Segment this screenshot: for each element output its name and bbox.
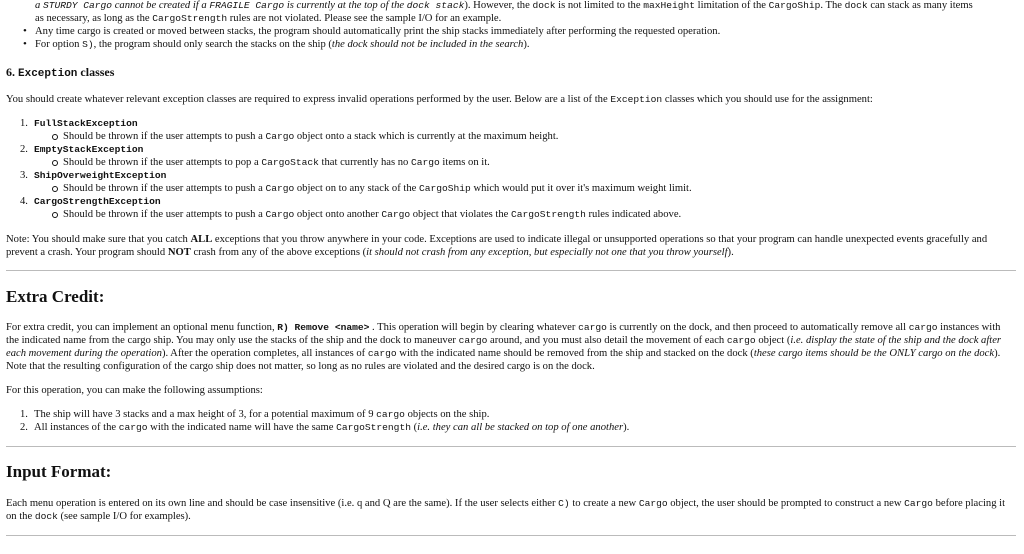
input-format-description: Each menu operation is entered on its own line and should be case insensitive (i.e. q and Q are the same). If the user selects either C) to create a new Cargo object, the user should be prompted to construct a new Cargo before placing it on the dock (see sample I/O for examples).: [6, 498, 1006, 522]
exception-name: FullStackException: [34, 118, 138, 129]
exception-description: Should be thrown if the user attempts to pop a CargoStack that currently has no Cargo items on it.: [63, 156, 1016, 169]
bullet-auto-print: • Any time cargo is created or moved between stacks, the program should automatically print the ship stacks immediately after performing the requested operation.: [35, 25, 1016, 38]
assumption-item: 2. All instances of the cargo with the indicated name will have the same CargoStrength (i.e. they can all be stacked on top of one another).: [20, 422, 630, 433]
exceptions-intro: You should create whatever relevant exception classes are required to express invalid operations performed by the user. Below are a list of the Exception classes which you should use for the assignment:: [6, 94, 873, 105]
bullet-search-option: • For option S), the program should only search the stacks on the ship (the dock should not be included in the search).: [35, 38, 1016, 51]
exception-description: Should be thrown if the user attempts to push a Cargo object onto another Cargo object that violates the CargoStrength rules indicated above.: [63, 208, 1016, 221]
input-format-heading: Input Format:: [6, 462, 112, 481]
exceptions-note: Note: You should make sure that you catch ALL exceptions that you throw anywhere in your code. Exceptions are used to indicate illegal or unsupported operations so that your program can handle unexpected events gracefully and prevent a crash. Your program should NOT crash from any of the above exceptions (it should not crash from any exception, but especially not one that you throw yourself).: [6, 234, 988, 258]
section-6-heading: 6. Exception classes: [6, 65, 115, 80]
divider: [6, 446, 1016, 447]
exception-item: 3. ShipOverweightException Should be thrown if the user attempts to push a Cargo object on to any stack of the CargoShip which would put it over it's maximum weight limit.: [34, 169, 1016, 195]
rules-bullet-list: [6, 25, 1016, 51]
assumption-item: 1. The ship will have 3 stacks and a max height of 3, for a potential maximum of 9 cargo objects on the ship.: [20, 409, 490, 420]
exception-item: 1. FullStackException Should be thrown if the user attempts to push a Cargo object onto a stack which is currently at the maximum height.: [34, 117, 1016, 143]
exception-name: CargoStrengthException: [34, 196, 161, 207]
exception-class-list: [6, 117, 1016, 221]
exception-description: Should be thrown if the user attempts to push a Cargo object on to any stack of the CargoShip which would put it over it's maximum weight limit.: [63, 182, 1016, 195]
exception-description: Should be thrown if the user attempts to push a Cargo object onto a stack which is currently at the maximum height.: [63, 130, 1016, 143]
exception-item: 4. CargoStrengthException Should be thrown if the user attempts to push a Cargo object onto another Cargo object that violates the CargoStrength rules indicated above.: [34, 195, 1016, 221]
rule-paragraph-line2: as necessary, as long as the CargoStrength rules are not violated. Please see the sample I/O for an example.: [35, 13, 502, 24]
exception-item: 2. EmptyStackException Should be thrown if the user attempts to pop a CargoStack that currently has no Cargo items on it.: [34, 143, 1016, 169]
exception-name: EmptyStackException: [34, 144, 144, 155]
assumptions-intro: For this operation, you can make the following assumptions:: [6, 385, 263, 396]
extra-credit-description: For extra credit, you can implement an optional menu function, R) Remove <name> . This operation will begin by clearing whatever cargo is currently on the dock, and then proceed to automatically remove all cargo instances with the indicated name from the cargo ship. You may only use the stacks of the ship and the dock to maneuver cargo around, and you must also detail the movement of each cargo object (i.e. display the state of the ship and the dock after each movement during the operation). After the operation completes, all instances of cargo with the indicated name should be removed from the ship and stacked on the dock (these cargo items should be the ONLY cargo on the dock). Note that the resulting configuration of the cargo ship does not matter, so long as no rules are violated and the desired cargo is on the dock.: [6, 322, 1002, 372]
assumptions-list: [6, 408, 1016, 434]
exception-name: ShipOverweightException: [34, 170, 167, 181]
extra-credit-heading: Extra Credit:: [6, 287, 105, 306]
divider: [6, 270, 1016, 271]
rule-paragraph-continued: a STURDY Cargo cannot be created if a FRAGILE Cargo is currently at the top of the dock stack). However, the dock is not limited to the maxHeight limitation of the CargoShip. The dock can stack as many items: [35, 0, 973, 11]
divider: [6, 535, 1016, 536]
